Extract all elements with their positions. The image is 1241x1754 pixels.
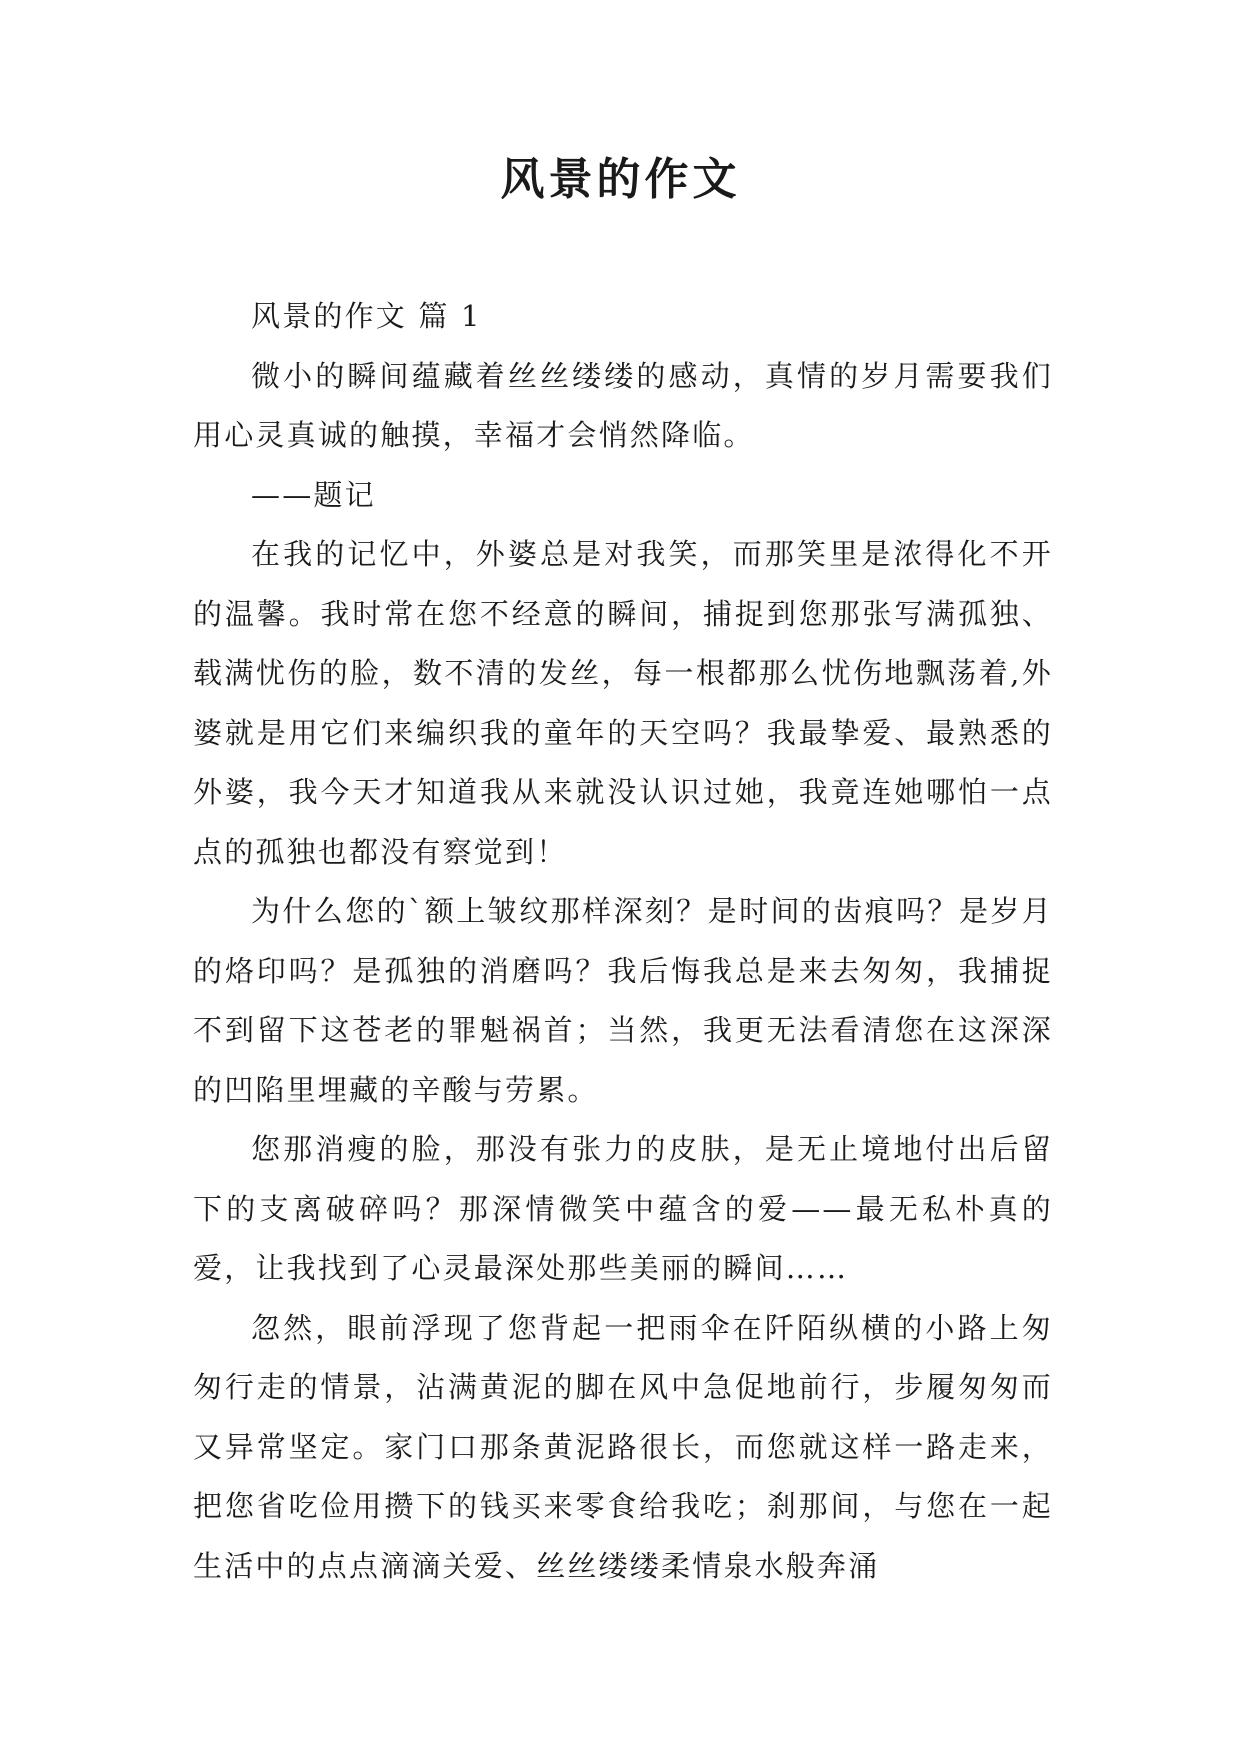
document-title: 风景的作文 [500,154,741,205]
paragraph: 忽然，眼前浮现了您背起一把雨伞在阡陌纵横的小路上匆匆行走的情景，沾满黄泥的脚在风中急促地前行，步履匆匆而又异常坚定。家门口那条黄泥路很长，而您就这样一路走来，把您省吃俭用攒下的钱买来零食给我吃；刹那间，与您在一起生活中的点点滴滴关爱、丝丝缕缕柔情泉水般奔涌 [193,1310,1053,1583]
document-body [193,287,1053,1596]
paragraph: 为什么您的`额上皱纹那样深刻？是时间的齿痕吗？是岁月的烙印吗？是孤独的消磨吗？我后悔我总是来去匆匆，我捕捉不到留下这苍老的罪魁祸首；当然，我更无法看清您在这深深的凹陷里埋藏的辛酸与劳累。 [193,894,1053,1107]
epigraph-attribution: ——题记 [251,477,376,512]
paragraph: 您那消瘦的脸，那没有张力的皮肤，是无止境地付出后留下的支离破碎吗？那深情微笑中蕴含的爱——最无私朴真的爱，让我找到了心灵最深处那些美丽的瞬间…… [193,1132,1053,1285]
paragraph: 微小的瞬间蕴藏着丝丝缕缕的感动，真情的岁月需要我们用心灵真诚的触摸，幸福才会悄然降临。 [193,358,1053,452]
section-heading: 风景的作文 篇 1 [251,299,482,333]
paragraph: 在我的记忆中，外婆总是对我笑，而那笑里是浓得化不开的温馨。我时常在您不经意的瞬间，捕捉到您那张写满孤独、载满忧伤的脸，数不清的发丝，每一根都那么忧伤地飘荡着,外婆就是用它们来编织我的童年的天空吗？我最挚爱、最熟悉的外婆，我今天才知道我从来就没认识过她，我竟连她哪怕一点点的孤独也都没有察觉到！ [193,537,1053,869]
